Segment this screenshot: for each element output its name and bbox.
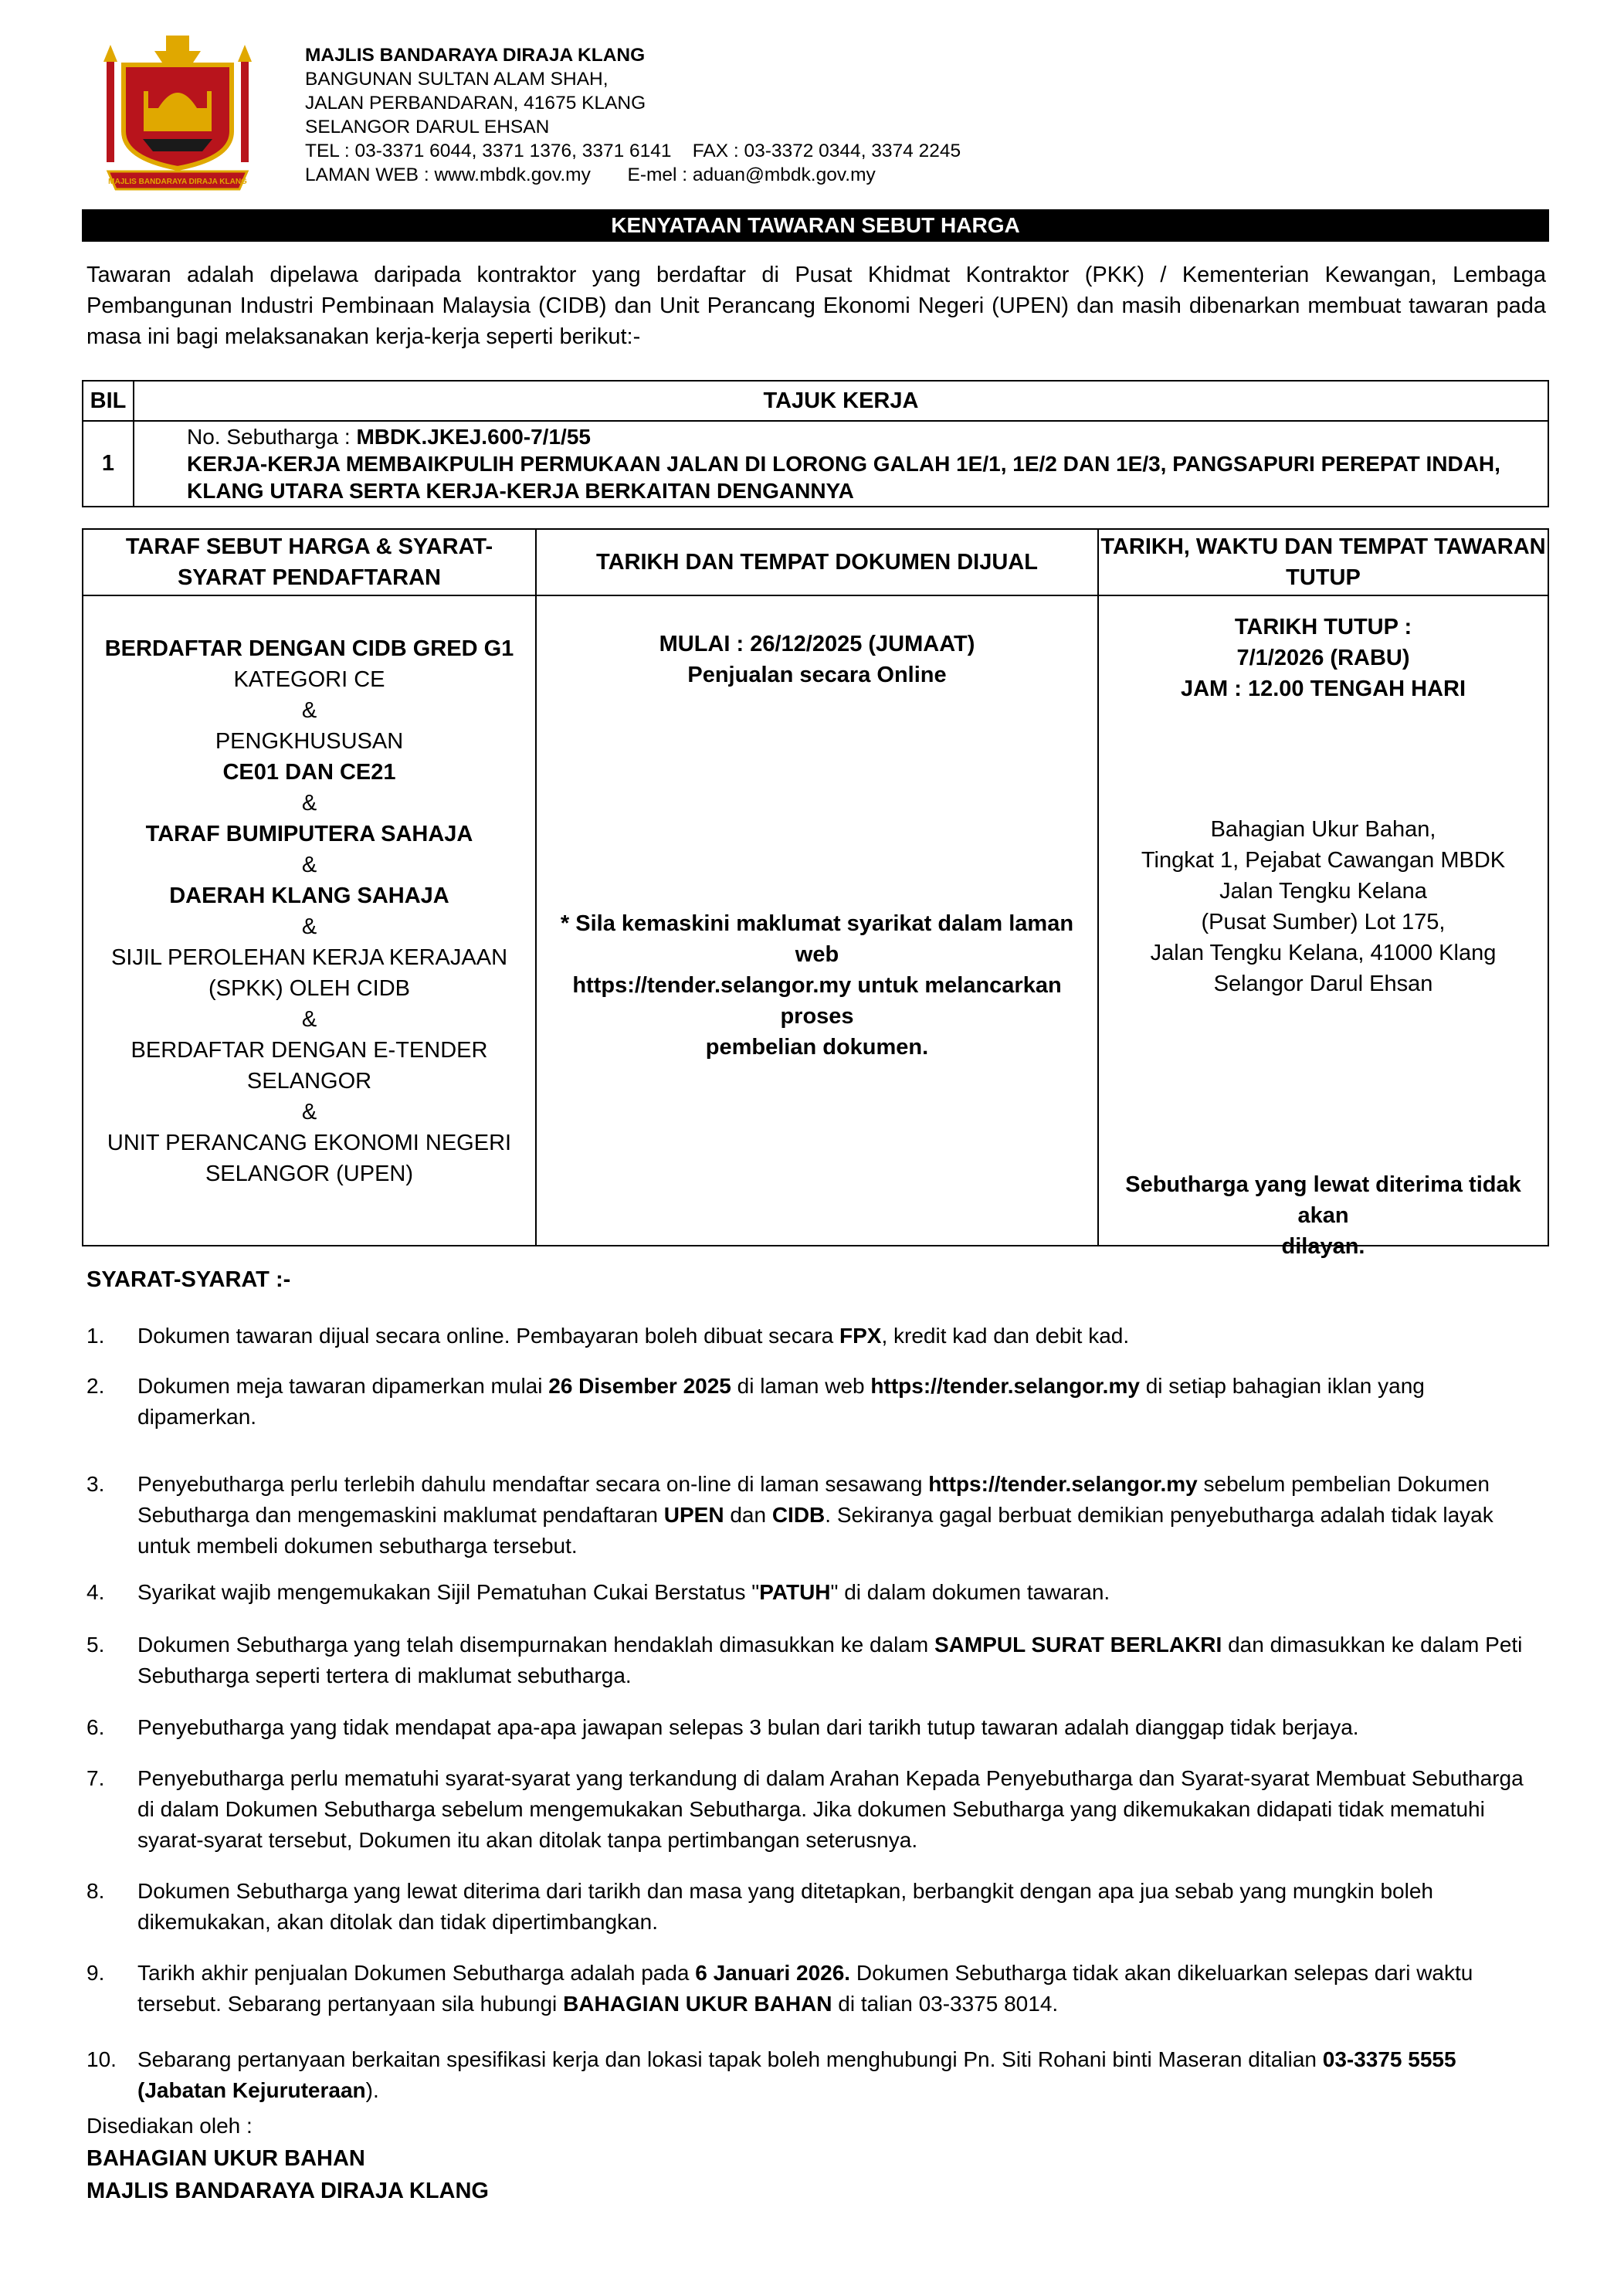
- org-name: MAJLIS BANDARAYA DIRAJA KLANG: [305, 45, 646, 66]
- sale-start-date: MULAI : 26/12/2025 (JUMAAT): [659, 632, 975, 656]
- closing-date-label: TARIKH TUTUP :: [1234, 615, 1412, 639]
- requirement-line: &: [301, 791, 317, 816]
- closing-place-line: Jalan Tengku Kelana: [1219, 879, 1427, 904]
- condition-text: Penyebutharga perlu mematuhi syarat-syarat yang terkandung di dalam Arahan Kepada Penyebutharga dan Syarat-syarat Membuat Sebutharga di dalam Dokumen Sebutharga sebelum mengemukakan Sebutharga. Jika dokumen Sebutharga yang dikemukakan didapati tidak mematuhi syarat-syarat tersebut, Dokumen itu akan ditolak tanpa pertimbangan seterusnya.: [137, 1766, 1524, 1852]
- condition-text: Penyebutharga yang tidak mendapat apa-apa jawapan selepas 3 bulan dari tarikh tutup tawaran adalah dianggap tidak berjaya.: [137, 1715, 1359, 1739]
- web-email-line: LAMAN WEB : www.mbdk.gov.my E-mel : aduan@mbdk.gov.my: [305, 164, 876, 185]
- document-sale-cell: [536, 595, 1098, 1246]
- requirement-line: DAERAH KLANG SAHAJA: [169, 883, 449, 908]
- address-line-2: JALAN PERBANDARAN, 41675 KLANG: [305, 93, 646, 114]
- requirement-line: UNIT PERANCANG EKONOMI NEGERI: [107, 1131, 512, 1155]
- work-title-table: [82, 380, 1549, 507]
- org-address-block: [305, 43, 1077, 187]
- condition-text: Dokumen Sebutharga yang telah disempurnakan hendaklah dimasukkan ke dalam SAMPUL SURAT BERLAKRI dan dimasukkan ke dalam Peti Sebutharga seperti tertera di maklumat sebutharga.: [137, 1633, 1523, 1687]
- requirement-line: PENGKHUSUSAN: [215, 729, 404, 754]
- closing-details-cell: [1098, 595, 1548, 1259]
- late-note-line-1: Sebutharga yang lewat diterima tidak akan: [1125, 1172, 1521, 1228]
- requirement-line: &: [301, 698, 317, 723]
- closing-place-line: Selangor Darul Ehsan: [1213, 972, 1433, 996]
- condition-text: Penyebutharga perlu terlebih dahulu mendaftar secara on-line di laman sesawang https://tender.selangor.my sebelum pembelian Dokumen Sebutharga dan mengemaskini maklumat pendaftaran UPEN dan CIDB. Sekiranya gagal berbuat demikian penyebutharga adalah tidak layak untuk membeli dokumen sebutharga tersebut.: [137, 1472, 1493, 1558]
- requirement-line: KATEGORI CE: [233, 667, 385, 692]
- col-header-dokumen-dijual: TARIKH DAN TEMPAT DOKUMEN DIJUAL: [536, 529, 1098, 595]
- condition-number: 2.: [86, 1374, 105, 1398]
- requirement-line: &: [301, 914, 317, 939]
- condition-item: [86, 1321, 1546, 1351]
- col-header-taraf: [83, 529, 536, 595]
- requirement-line: BERDAFTAR DENGAN CIDB GRED G1: [104, 636, 514, 661]
- notice-title-banner: KENYATAAN TAWARAN SEBUT HARGA: [82, 209, 1549, 242]
- col-header-taraf-line-2: SYARAT PENDAFTARAN: [177, 565, 442, 590]
- condition-item: [86, 2044, 1546, 2106]
- condition-text: Syarikat wajib mengemukakan Sijil Pematuhan Cukai Berstatus "PATUH" di dalam dokumen tawaran.: [137, 1580, 1110, 1604]
- condition-item: [86, 1876, 1546, 1938]
- condition-text: Sebarang pertanyaan berkaitan spesifikasi kerja dan lokasi tapak boleh menghubungi Pn. Siti Rohani binti Maseran ditalian 03-3375 5555 (Jabatan Kejuruteraan).: [137, 2047, 1456, 2102]
- prepared-by-block: [86, 2110, 489, 2207]
- requirement-line: TARAF BUMIPUTERA SAHAJA: [145, 822, 473, 846]
- closing-place-line: Jalan Tengku Kelana, 41000 Klang: [1150, 941, 1497, 965]
- requirement-line: BERDAFTAR DENGAN E-TENDER: [131, 1038, 488, 1063]
- late-note-line-2: dilayan.: [1281, 1234, 1365, 1259]
- condition-text: Dokumen meja tawaran dipamerkan mulai 26 Disember 2025 di laman web https://tender.selangor.my di setiap bahagian iklan yang dipamerkan.: [137, 1374, 1425, 1429]
- condition-number: 7.: [86, 1766, 105, 1790]
- condition-number: 8.: [86, 1879, 105, 1903]
- update-note-line-1: * Sila kemaskini maklumat syarikat dalam laman web: [560, 911, 1074, 967]
- ref-label: No. Sebutharga :: [187, 425, 357, 449]
- condition-number: 1.: [86, 1324, 105, 1348]
- update-note-line-2: https://tender.selangor.my untuk melancarkan proses: [572, 973, 1062, 1029]
- conditions-heading: SYARAT-SYARAT :-: [86, 1267, 291, 1292]
- work-title-line-2: KLANG UTARA SERTA KERJA-KERJA BERKAITAN DENGANNYA: [187, 479, 854, 503]
- requirement-line: SELANGOR (UPEN): [205, 1162, 414, 1186]
- row-number: 1: [83, 421, 134, 507]
- prepared-by-org: MAJLIS BANDARAYA DIRAJA KLANG: [86, 2179, 489, 2203]
- work-title-cell: [134, 421, 1548, 507]
- svg-text:MAJLIS BANDARAYA DIRAJA KLANG: MAJLIS BANDARAYA DIRAJA KLANG: [108, 178, 247, 186]
- condition-number: 3.: [86, 1472, 105, 1496]
- condition-item: [86, 1577, 1546, 1608]
- condition-item: [86, 1763, 1546, 1856]
- intro-paragraph: Tawaran adalah dipelawa daripada kontraktor yang berdaftar di Pusat Khidmat Kontraktor (PKK) / Kementerian Kewangan, Lembaga Pembangunan Industri Pembinaan Malaysia (CIDB) dan Unit Perancang Ekonomi Negeri (UPEN) dan masih dibenarkan membuat tawaran pada masa ini bagi melaksanakan kerja-kerja seperti berikut:-: [86, 263, 1546, 349]
- ref-value: MBDK.JKEJ.600-7/1/55: [356, 425, 591, 449]
- tel-fax-line: TEL : 03-3371 6044, 3371 1376, 3371 6141 FAX : 03-3372 0344, 3374 2245: [305, 141, 961, 161]
- closing-place-line: Bahagian Ukur Bahan,: [1210, 817, 1436, 842]
- condition-item: [86, 1469, 1546, 1562]
- update-note-line-3: pembelian dokumen.: [705, 1035, 929, 1060]
- condition-text: Dokumen tawaran dijual secara online. Pembayaran boleh dibuat secara FPX, kredit kad dan debit kad.: [137, 1324, 1130, 1348]
- col-header-tajuk-kerja: TAJUK KERJA: [134, 381, 1548, 421]
- condition-item: [86, 1712, 1546, 1743]
- requirement-line: CE01 DAN CE21: [222, 760, 396, 785]
- registration-requirements-cell: [83, 595, 536, 1246]
- col-header-tawaran-tutup: [1098, 529, 1548, 595]
- mbdk-crest-logo: [100, 31, 255, 197]
- prepared-by-label: Disediakan oleh :: [86, 2114, 253, 2138]
- condition-item: [86, 1371, 1546, 1433]
- address-line-1: BANGUNAN SULTAN ALAM SHAH,: [305, 69, 609, 90]
- col-header-bil: BIL: [83, 381, 134, 421]
- tender-details-table: [82, 528, 1549, 1259]
- closing-time: JAM : 12.00 TENGAH HARI: [1180, 677, 1466, 701]
- requirement-line: (SPKK) OLEH CIDB: [208, 976, 411, 1001]
- sale-online-note: Penjualan secara Online: [687, 663, 947, 687]
- work-title-line-1: KERJA-KERJA MEMBAIKPULIH PERMUKAAN JALAN DI LORONG GALAH 1E/1, 1E/2 DAN 1E/3, PANGSAPURI PEREPAT INDAH,: [187, 452, 1500, 476]
- col-header-taraf-line-1: TARAF SEBUT HARGA & SYARAT-: [125, 534, 493, 559]
- condition-item: [86, 1958, 1546, 2020]
- condition-number: 5.: [86, 1633, 105, 1657]
- requirement-line: &: [301, 1100, 317, 1124]
- requirement-line: SELANGOR: [246, 1069, 372, 1094]
- closing-place-line: (Pusat Sumber) Lot 175,: [1201, 910, 1446, 934]
- closing-place-line: Tingkat 1, Pejabat Cawangan MBDK: [1141, 848, 1506, 873]
- condition-text: Dokumen Sebutharga yang lewat diterima dari tarikh dan masa yang ditetapkan, berbangkit dengan apa jua sebab yang mungkin boleh dikemukakan, akan ditolak dan tidak dipertimbangkan.: [137, 1879, 1433, 1934]
- requirements-list: [83, 633, 535, 1189]
- prepared-by-dept: BAHAGIAN UKUR BAHAN: [86, 2146, 365, 2171]
- col-header-tutup-line-2: TUTUP: [1286, 565, 1361, 590]
- requirement-line: &: [301, 1007, 317, 1032]
- closing-date: 7/1/2026 (RABU): [1236, 646, 1410, 670]
- address-line-3: SELANGOR DARUL EHSAN: [305, 117, 550, 137]
- requirement-line: &: [301, 853, 317, 877]
- condition-number: 4.: [86, 1580, 105, 1604]
- col-header-tutup-line-1: TARIKH, WAKTU DAN TEMPAT TAWARAN: [1100, 534, 1546, 559]
- condition-item: [86, 1630, 1546, 1691]
- condition-number: 10.: [86, 2047, 117, 2071]
- condition-text: Tarikh akhir penjualan Dokumen Sebutharga adalah pada 6 Januari 2026. Dokumen Sebutharga tidak akan dikeluarkan selepas dari waktu tersebut. Sebarang pertanyaan sila hubungi BAHAGIAN UKUR BAHAN di talian 03-3375 8014.: [137, 1961, 1473, 2016]
- requirement-line: SIJIL PEROLEHAN KERJA KERAJAAN: [110, 945, 508, 970]
- closing-place: [1099, 814, 1548, 999]
- condition-number: 6.: [86, 1715, 105, 1739]
- condition-number: 9.: [86, 1961, 105, 1985]
